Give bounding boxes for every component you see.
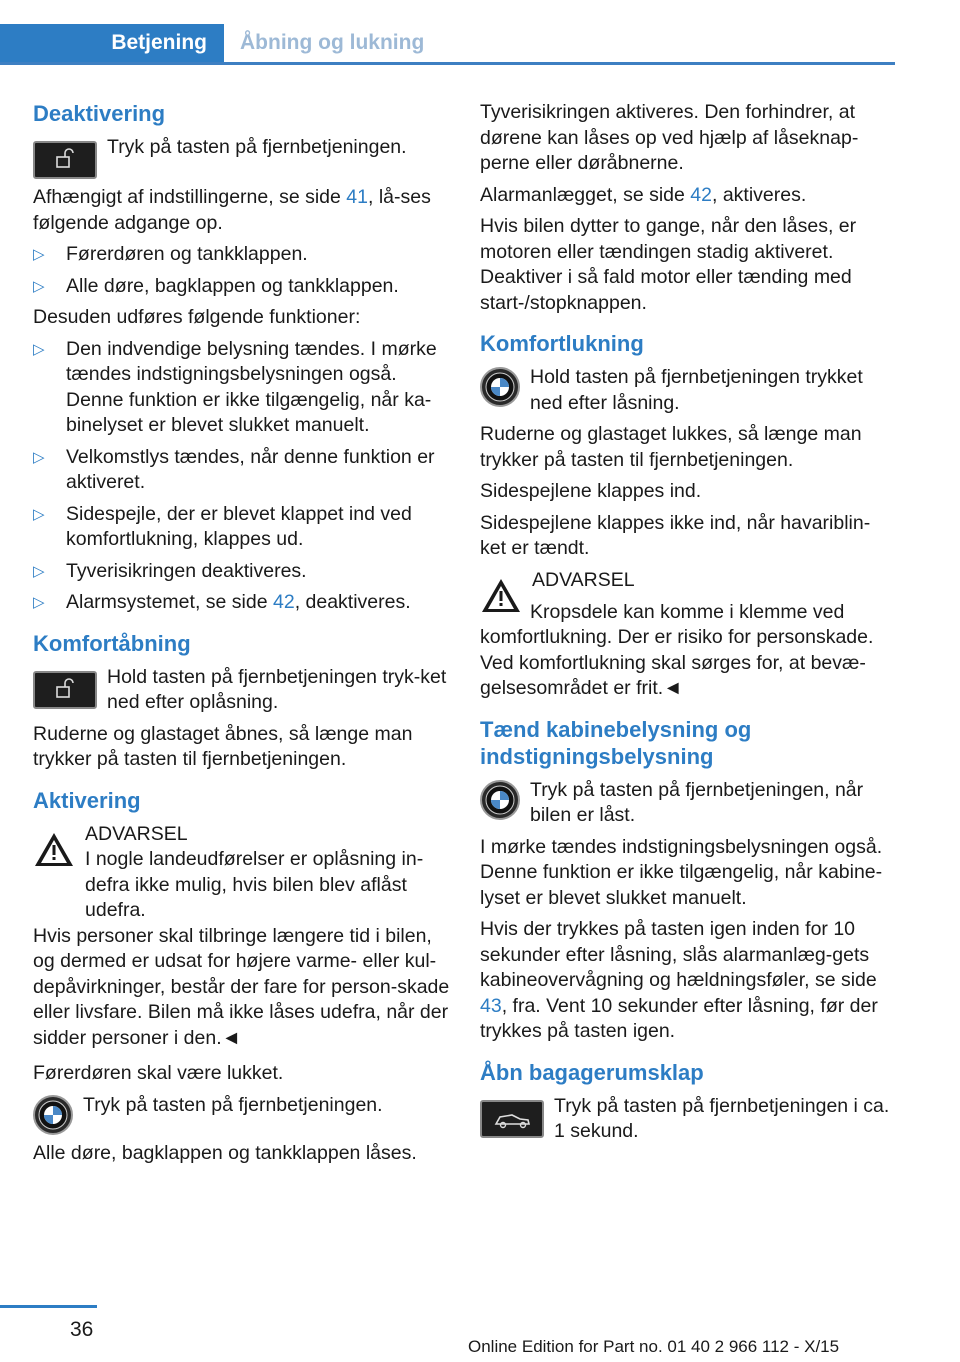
heading-komfortlukning: Komfortlukning	[480, 331, 644, 356]
bmw-key-icon	[480, 780, 520, 820]
instruction-unlock-hold	[33, 665, 451, 716]
list-item: ▷ Alle døre, bagklappen og tankklappen.	[33, 274, 451, 300]
warning-triangle-icon	[480, 576, 522, 614]
instruction-text: Tryk på tasten på fjernbetjeningen.	[83, 1093, 383, 1116]
warning-label: ADVARSEL	[532, 568, 635, 591]
footer-rule	[0, 1305, 97, 1308]
list-item: ▷ Sidespejle, der er blevet klappet ind ved komfortlukning, klappes ud.	[33, 502, 451, 553]
warning-label: ADVARSEL	[85, 822, 188, 845]
bmw-key-icon	[33, 1095, 73, 1135]
paragraph: Ruderne og glastaget lukkes, så længe man trykker på tasten til fjernbetjeningen.	[480, 423, 862, 471]
paragraph: I mørke tændes indstigningsbelysningen også. Denne funktion er ikke tilgængelig, når kabine-lyset er blevet slukket manuelt.	[480, 835, 883, 909]
instruction-light	[480, 778, 895, 829]
page-link[interactable]: 43	[480, 994, 502, 1017]
heading-aktivering: Aktivering	[33, 787, 141, 813]
list-item: ▷ Velkomstlys tændes, når denne funktion er aktiveret.	[33, 445, 451, 496]
heading-komfortabning: Komfortåbning	[33, 630, 191, 656]
instruction-lock-hold	[480, 365, 895, 416]
function-list	[33, 337, 451, 616]
warning-text: I nogle landeudførelser er oplåsning in-defra ikke mulig, hvis bilen blev aflåst udefra.	[85, 848, 424, 921]
page-number: 36	[70, 1318, 94, 1341]
heading-deaktivering: Deaktivering	[33, 101, 166, 126]
paragraph: Hvis bilen dytter to gange, når den låses, er motoren eller tændingen stadig aktiveret. Deaktiver i så fald motor eller tænding med start-/stopknappen.	[480, 215, 857, 314]
page-header	[0, 24, 895, 65]
unlock-key-icon	[33, 141, 97, 179]
instruction-text: Hold tasten på fjernbetjeningen trykket ned efter låsning.	[530, 366, 863, 414]
paragraph: Alle døre, bagklappen og tankklappen låses.	[33, 1141, 417, 1164]
access-list	[33, 242, 451, 299]
unlock-key-icon	[33, 671, 97, 709]
paragraph: Afhængigt af indstillingerne, se side 41, lå-ses følgende adgange op.	[33, 186, 431, 234]
instruction-text: Tryk på tasten på fjernbetjeningen.	[107, 136, 407, 158]
list-item: ▷ Førerdøren og tankklappen.	[33, 242, 451, 268]
subsection-label: Åbning og lukning	[240, 31, 425, 54]
list-item: ▷ Alarmsystemet, se side 42, deaktiveres.	[33, 590, 451, 616]
warning-triangle-icon	[33, 830, 75, 868]
paragraph: Tyverisikringen aktiveres. Den forhindrer, at dørene kan låses op ved hjælp af låseknap-perne eller døråbnerne.	[480, 101, 859, 174]
instruction-text: Tryk på tasten på fjernbetjeningen, når bilen er låst.	[530, 778, 864, 826]
paragraph: Sidespejlene klappes ind.	[480, 480, 702, 502]
section-tab: Betjening	[0, 24, 224, 62]
bmw-key-icon	[480, 367, 520, 407]
warning-text: Kropsdele kan komme i klemme ved komfortlukning. Der er risiko for personskade. Ved komfortlukning skal sørges for, at bevæ-gelsesområdet er frit.◄	[480, 600, 874, 699]
footer-edition: Online Edition for Part no. 01 40 2 966 112 - X/15	[468, 1337, 840, 1356]
heading-bagagerum: Åbn bagagerumsklap	[480, 1059, 704, 1085]
list-item: ▷ Den indvendige belysning tændes. I mørke tændes indstigningsbelysningen også. Denne funktion er ikke tilgængelig, når ka-binelyset er blevet slukket manuelt.	[33, 337, 451, 439]
instruction-text: Tryk på tasten på fjernbetjeningen i ca. 1 sekund.	[554, 1094, 890, 1142]
instruction-lock	[33, 1093, 451, 1135]
instruction-trunk	[480, 1094, 895, 1145]
page-link[interactable]: 41	[346, 186, 368, 208]
list-item: ▷ Tyverisikringen deaktiveres.	[33, 559, 451, 585]
paragraph: Ruderne og glastaget åbnes, så længe man trykker på tasten til fjernbetjeningen.	[33, 722, 413, 770]
warning-text-2: Hvis personer skal tilbringe længere tid i bilen, og dermed er udsat for højere varme- eller kul-depåvirkninger, består der fare for person-skade eller livsfare. Bilen må ikke låses udefra, når der sidder personer i den.◄	[33, 924, 450, 1049]
right-column	[480, 100, 895, 1151]
paragraph: Førerdøren skal være lukket.	[33, 1062, 284, 1084]
instruction-text: Hold tasten på fjernbetjeningen tryk-ket ned efter oplåsning.	[107, 665, 447, 713]
heading-kabine: Tænd kabinebelysning og indstigningsbelysning	[480, 716, 752, 769]
warning-block	[33, 822, 451, 930]
paragraph: Sidespejlene klappes ikke ind, når havariblin-ket er tændt.	[480, 511, 871, 559]
instruction-unlock	[33, 135, 451, 179]
page-link[interactable]: 42	[272, 591, 295, 613]
trunk-key-icon	[480, 1100, 544, 1138]
paragraph: Alarmanlægget, se side 42, aktiveres.	[480, 183, 807, 206]
page-link[interactable]: 42	[690, 183, 712, 206]
paragraph: Hvis der trykkes på tasten igen inden for 10 sekunder efter låsning, slås alarmanlæg-gets kabineovervågning og hældningsføler, se side 43, fra. Vent 10 sekunder efter låsning, før der trykkes på tasten igen.	[480, 918, 878, 1042]
left-column	[33, 100, 451, 1172]
paragraph: Desuden udføres følgende funktioner:	[33, 306, 361, 328]
